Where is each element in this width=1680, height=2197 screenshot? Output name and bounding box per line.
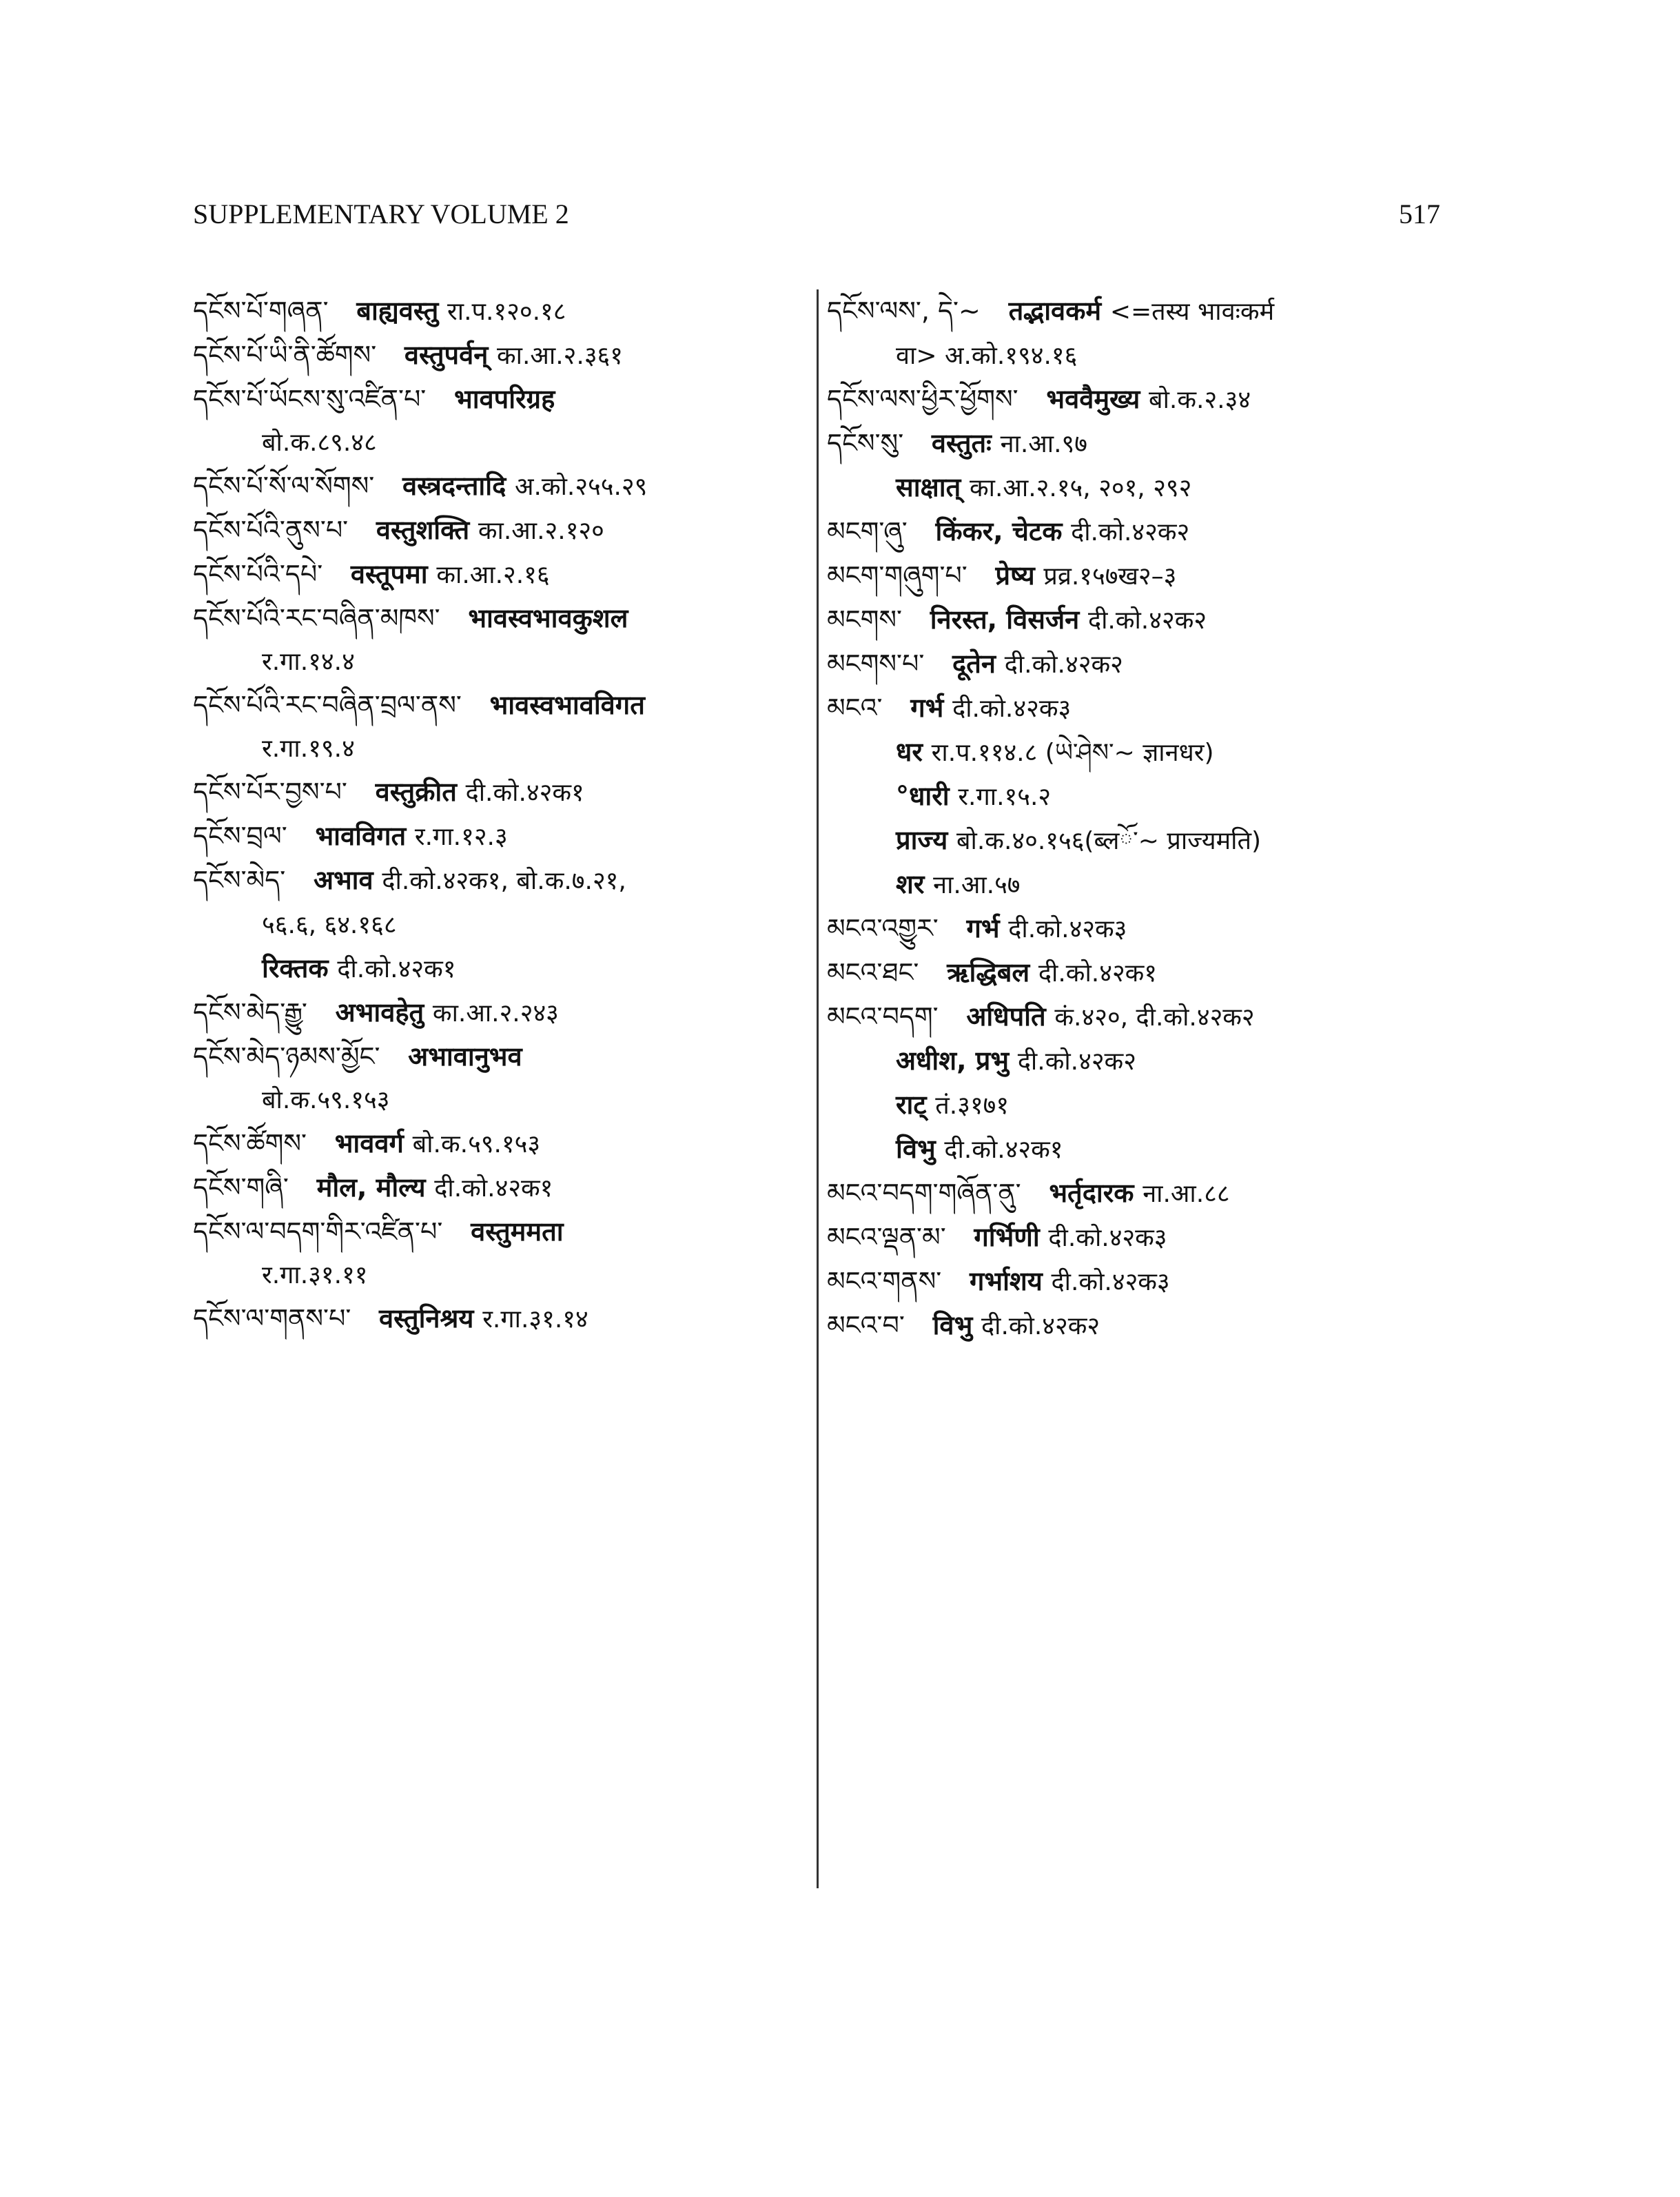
- sanskrit-equivalent: रिक्तक: [262, 953, 329, 983]
- dictionary-entry: [827, 510, 1440, 554]
- source-reference: दी.को.४२क३: [1008, 915, 1127, 943]
- tibetan-headword: མངག་གཞུག་པ་: [827, 560, 967, 591]
- tibetan-headword: དངོས་པོའི་ནུས་པ་: [193, 515, 349, 545]
- dictionary-entry: [193, 378, 813, 420]
- tibetan-headword: དངོས་པོའི་རང་བཞིན་བྲལ་ནས་: [193, 690, 462, 720]
- dictionary-entry: [827, 1083, 1440, 1127]
- source-reference: अ.को.२५५.२९: [514, 473, 648, 501]
- sanskrit-equivalent: भावस्वभावकुशल: [468, 603, 628, 633]
- tibetan-headword: དངོས་སུ་: [827, 428, 904, 458]
- source-reference: बो.क.५९.१५३: [412, 1130, 541, 1158]
- dictionary-entry: [193, 726, 813, 770]
- dictionary-entry: [193, 1035, 813, 1078]
- tibetan-headword: མངའ་ཐང་: [827, 957, 919, 988]
- dictionary-entry: [827, 334, 1440, 378]
- tibetan-headword: དངོས་བྲལ་: [193, 821, 287, 851]
- dictionary-entry: [827, 1304, 1440, 1348]
- dictionary-entry: [827, 378, 1440, 422]
- dictionary-entry: [193, 991, 813, 1035]
- dictionary-entry: [193, 509, 813, 553]
- source-reference: दी.को.४२क१: [465, 779, 584, 807]
- dictionary-entry: [193, 684, 813, 726]
- dictionary-entry: [827, 642, 1440, 686]
- dictionary-entry: [193, 815, 813, 859]
- tibetan-headword: མངའ་འགྱུར་: [827, 913, 939, 943]
- tibetan-headword: དངོས་པོའི་དཔེ་: [193, 559, 323, 589]
- dictionary-entry: [827, 1216, 1440, 1260]
- sanskrit-equivalent: वस्तुममता: [471, 1216, 564, 1247]
- source-reference: दी.को.४२क२: [1004, 651, 1123, 679]
- source-reference: रा.प.१२०.१८: [447, 298, 566, 326]
- dictionary-entry: [193, 1166, 813, 1210]
- sanskrit-equivalent: गर्भ: [966, 913, 1000, 943]
- source-reference: र.गा.१५.२: [958, 783, 1052, 811]
- sanskrit-equivalent: वस्तुनिश्रय: [379, 1303, 474, 1333]
- source-reference: ५६.६, ६४.१६८: [262, 911, 397, 939]
- dictionary-entry: [827, 995, 1440, 1039]
- sanskrit-equivalent: अभावानुभव: [408, 1041, 522, 1072]
- sanskrit-equivalent: भावस्वभावविगत: [489, 690, 645, 720]
- source-reference: दी.को.४२क२: [1071, 518, 1190, 546]
- sanskrit-equivalent: वस्तूपमा: [350, 559, 428, 589]
- dictionary-entry: [827, 730, 1440, 775]
- tibetan-headword: མངའ་གནས་: [827, 1266, 942, 1296]
- source-reference: रा.प.११४.८ (ཡེ་ཤེས་~ ज्ञानधर): [931, 739, 1214, 767]
- column-divider: [817, 289, 819, 1888]
- sanskrit-equivalent: वस्तुपर्वन्: [404, 340, 489, 370]
- source-reference: का.आ.२.३६१: [497, 342, 623, 370]
- sanskrit-equivalent: विभु: [932, 1310, 973, 1340]
- tibetan-headword: དངོས་ལ་གནས་པ་: [193, 1303, 351, 1333]
- dictionary-entry: [193, 770, 813, 815]
- source-reference: दी.को.४२क२: [1017, 1048, 1136, 1076]
- sanskrit-equivalent: वस्त्रदन्तादि: [402, 471, 506, 501]
- dictionary-entry: [827, 686, 1440, 730]
- source-reference: <=तस्य भावःकर्म: [1109, 298, 1275, 326]
- tibetan-headword: དངོས་ལས་, དེ་~: [827, 296, 981, 326]
- tibetan-headword: མངག་ཞུ་: [827, 516, 908, 546]
- source-reference: बो.क.४०.१५६(ब्लོ་~ प्राज्यमति): [956, 827, 1262, 855]
- tibetan-headword: མངའ་བདག་གཞོན་ནུ་: [827, 1178, 1021, 1208]
- tibetan-headword: མངའ་: [827, 693, 883, 723]
- sanskrit-equivalent: विभु: [896, 1134, 936, 1164]
- dictionary-entry: [827, 422, 1440, 466]
- tibetan-headword: མངའ་ལྡན་མ་: [827, 1222, 946, 1252]
- source-reference: र.गा.१४.४: [262, 648, 355, 676]
- source-reference: ना.आ.५७: [933, 871, 1021, 899]
- dictionary-entry: [827, 1260, 1440, 1304]
- right-column: [827, 289, 1440, 1888]
- source-reference: का.आ.२.१६: [436, 561, 550, 589]
- sanskrit-equivalent: निरस्त, विसर्जन: [930, 604, 1080, 635]
- tibetan-headword: དངོས་མེད་: [193, 865, 286, 895]
- sanskrit-equivalent: तद्भावकर्म: [1008, 296, 1102, 326]
- source-reference: र.गा.३१.१४: [482, 1305, 588, 1333]
- source-reference: र.गा.१२.३: [414, 823, 508, 851]
- sanskrit-equivalent: भाववर्ग: [334, 1128, 404, 1158]
- sanskrit-equivalent: बाह्यवस्तु: [356, 296, 439, 326]
- source-reference: दी.को.४२क३: [1051, 1268, 1170, 1296]
- dictionary-entry: [193, 1122, 813, 1166]
- source-reference: दी.को.४२क१: [434, 1174, 553, 1203]
- tibetan-headword: དངོས་ལ་བདག་གིར་འཛིན་པ་: [193, 1216, 443, 1247]
- tibetan-headword: དངོས་མེད་རྒྱུ་: [193, 997, 307, 1028]
- left-column: [193, 289, 813, 1888]
- dictionary-entry: [827, 1127, 1440, 1172]
- tibetan-headword: དངོས་པོ་ཡི་ནི་ཚོགས་: [193, 340, 377, 370]
- sanskrit-equivalent: गर्भिणी: [974, 1222, 1040, 1252]
- source-reference: कं.४२०, दी.को.४२क२: [1054, 1003, 1255, 1032]
- sanskrit-equivalent: अभावहेतु: [335, 997, 424, 1028]
- tibetan-headword: དངོས་གཞི་: [193, 1172, 289, 1203]
- sanskrit-equivalent: दूतेन: [952, 648, 996, 679]
- sanskrit-equivalent: धर: [896, 737, 923, 767]
- tibetan-headword: མངགས་པ་: [827, 648, 925, 679]
- dictionary-entry: [827, 466, 1440, 510]
- dictionary-entry: [193, 903, 813, 947]
- tibetan-headword: མངགས་: [827, 604, 902, 635]
- sanskrit-equivalent: अधिपति: [966, 1001, 1046, 1032]
- sanskrit-equivalent: वस्तुक्रीत: [375, 777, 457, 807]
- tibetan-headword: དངོས་པོ་ཡོངས་སུ་འཛིན་པ་: [193, 384, 427, 414]
- source-reference: ना.आ.८८: [1143, 1180, 1230, 1208]
- sanskrit-equivalent: भववैमुख्य: [1046, 384, 1140, 414]
- source-reference: वा> अ.को.१९४.१६: [896, 342, 1078, 370]
- sanskrit-equivalent: अभाव: [313, 865, 373, 895]
- dictionary-entry: [193, 553, 813, 597]
- dictionary-entry: [827, 1039, 1440, 1083]
- dictionary-entry: [827, 775, 1440, 819]
- sanskrit-equivalent: शर: [896, 869, 925, 899]
- source-reference: तं.३१७१: [935, 1092, 1010, 1120]
- dictionary-entry: [827, 819, 1440, 863]
- dictionary-entry: [193, 1253, 813, 1297]
- dictionary-entry: [827, 951, 1440, 995]
- dictionary-entry: [827, 554, 1440, 598]
- source-reference: बो.क.५९.१५३: [262, 1086, 390, 1114]
- sanskrit-equivalent: अधीश, प्रभु: [896, 1045, 1010, 1076]
- source-reference: दी.को.४२क१: [337, 955, 456, 983]
- source-reference: दी.को.४२क३: [952, 695, 1072, 723]
- dictionary-entry: [193, 1078, 813, 1122]
- running-title: SUPPLEMENTARY VOLUME 2: [193, 198, 569, 229]
- source-reference: का.आ.२.१२०: [478, 517, 604, 545]
- sanskrit-equivalent: साक्षात्: [896, 472, 961, 502]
- sanskrit-equivalent: वस्तुतः: [931, 428, 992, 458]
- sanskrit-equivalent: °धारी: [896, 781, 950, 811]
- sanskrit-equivalent: किंकर, चेटक: [935, 516, 1063, 546]
- source-reference: ना.आ.९७: [1000, 430, 1087, 458]
- sanskrit-equivalent: मौल, मौल्य: [316, 1172, 426, 1203]
- dictionary-entry: [827, 289, 1440, 334]
- dictionary-entry: [193, 289, 813, 334]
- source-reference: का.आ.२.१५, २०१, २९२: [970, 474, 1192, 502]
- tibetan-headword: མངའ་བ་: [827, 1310, 905, 1340]
- source-reference: बो.क.२.३४: [1149, 386, 1251, 414]
- sanskrit-equivalent: वस्तुशक्ति: [376, 515, 470, 545]
- sanskrit-equivalent: ऋद्धिबल: [947, 957, 1030, 988]
- tibetan-headword: མངའ་བདག་: [827, 1001, 939, 1032]
- source-reference: प्रव्र.१५७ख२–३: [1043, 562, 1177, 591]
- sanskrit-equivalent: भर्तृदारक: [1049, 1178, 1134, 1208]
- dictionary-entry: [827, 598, 1440, 642]
- dictionary-entry: [193, 947, 813, 991]
- dictionary-entry: [193, 597, 813, 640]
- sanskrit-equivalent: प्राज्य: [896, 825, 948, 855]
- sanskrit-equivalent: भावविगत: [315, 821, 407, 851]
- dictionary-entry: [193, 1297, 813, 1341]
- tibetan-headword: དངོས་མེད་ཉམས་མྱོང་: [193, 1041, 380, 1072]
- tibetan-headword: དངོས་པོའི་རང་བཞིན་མཁས་: [193, 603, 440, 633]
- source-reference: दी.को.४२क२: [1087, 606, 1207, 635]
- page-header: [193, 193, 1440, 234]
- source-reference: दी.को.४२क१: [1038, 959, 1158, 988]
- dictionary-entry: [827, 863, 1440, 907]
- dictionary-columns: [193, 289, 1440, 1888]
- source-reference: दी.को.४२क१: [944, 1136, 1063, 1164]
- sanskrit-equivalent: भावपरिग्रह: [454, 384, 555, 414]
- source-reference: र.गा.३१.११: [262, 1261, 368, 1289]
- tibetan-headword: དངོས་པོར་བྱས་པ་: [193, 777, 347, 807]
- page-number: 517: [1399, 198, 1440, 229]
- dictionary-entry: [193, 859, 813, 903]
- dictionary-entry: [827, 1172, 1440, 1216]
- source-reference: बो.क.८९.४८: [262, 429, 377, 457]
- dictionary-entry: [193, 334, 813, 378]
- dictionary-entry: [193, 420, 813, 464]
- source-reference: दी.को.४२क२: [981, 1312, 1100, 1340]
- source-reference: र.गा.१९.४: [262, 735, 355, 763]
- tibetan-headword: དངོས་ཚོགས་: [193, 1128, 307, 1158]
- source-reference: का.आ.२.२४३: [432, 999, 559, 1028]
- sanskrit-equivalent: प्रेष्य: [995, 560, 1035, 591]
- sanskrit-equivalent: गर्भाशय: [969, 1266, 1043, 1296]
- source-reference: दी.को.४२क१, बो.क.७.२१,: [382, 867, 626, 895]
- sanskrit-equivalent: गर्भ: [910, 693, 944, 723]
- dictionary-entry: [827, 907, 1440, 951]
- dictionary-entry: [193, 640, 813, 684]
- dictionary-entry: [193, 464, 813, 509]
- sanskrit-equivalent: राट्: [896, 1090, 927, 1120]
- tibetan-headword: དངོས་པོ་གཞན་: [193, 296, 329, 326]
- dictionary-entry: [193, 1210, 813, 1253]
- source-reference: दी.को.४२क३: [1048, 1224, 1167, 1252]
- tibetan-headword: དངོས་ལས་ཕྱིར་ཕྱོགས་: [827, 384, 1018, 414]
- tibetan-headword: དངོས་པོ་སོ་ལ་སོགས་: [193, 471, 375, 501]
